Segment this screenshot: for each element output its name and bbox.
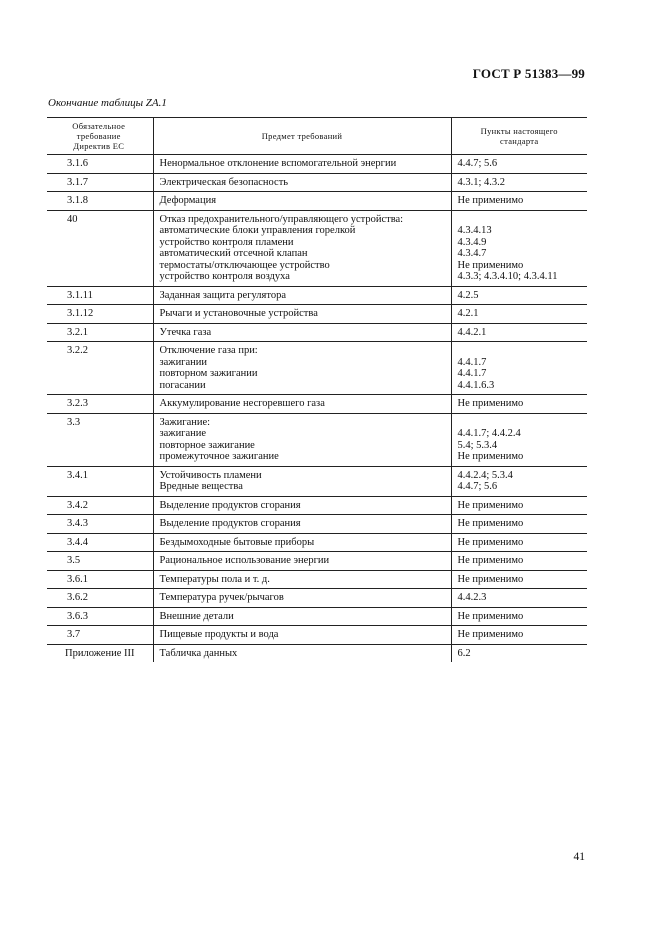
- eu-requirement-cell: 3.4.4: [47, 533, 153, 552]
- eu-requirement-cell: 3.4.2: [47, 496, 153, 515]
- subject-cell: [153, 173, 451, 192]
- subject-line: зажигание: [159, 428, 207, 439]
- subject-line: Бездымоходные бытовые приборы: [159, 536, 315, 548]
- subject-line: Утечка газа: [159, 326, 212, 338]
- clauses-cell: [451, 413, 587, 466]
- subject-line: Рычаги и установочные устройства: [159, 308, 318, 319]
- clause-line: Не применимо: [457, 555, 524, 566]
- header-line: стандарта: [500, 136, 539, 146]
- subject-cell: [153, 210, 451, 286]
- clause-line: Не применимо: [457, 518, 524, 529]
- table-row: [47, 173, 587, 192]
- clause-line: 4.3.4.13: [457, 225, 492, 236]
- clause-line: 4.3.3; 4.3.4.10; 4.3.4.11: [457, 271, 558, 282]
- eu-requirement-cell: 3.2.3: [47, 395, 153, 414]
- subject-line: Выделение продуктов сгорания: [159, 518, 301, 529]
- subject-cell: [153, 323, 451, 342]
- eu-requirement-cell: 3.1.12: [47, 305, 153, 324]
- subject-cell: [153, 570, 451, 589]
- clauses-cell: [451, 607, 587, 626]
- header-eu-requirement: [47, 118, 153, 155]
- subject-line: Аккумулирование несгоревшего газа: [159, 398, 325, 409]
- clause-line: Не применимо: [457, 536, 524, 548]
- subject-line: Зажигание:: [159, 416, 211, 428]
- clause-line: Не применимо: [457, 610, 524, 622]
- clause-line: 4.4.1.7: [457, 356, 487, 368]
- subject-cell: [153, 626, 451, 645]
- clause-line: [458, 214, 582, 226]
- clause-line: 4.4.7; 5.6: [457, 481, 498, 492]
- clause-line: 4.4.1.6.3: [457, 379, 495, 391]
- clause-line: 4.2.1: [457, 308, 479, 319]
- eu-requirement-cell: Приложение III: [47, 644, 153, 662]
- eu-requirement-cell: 3.6.1: [47, 570, 153, 589]
- table-row: [47, 155, 587, 174]
- clause-line: 4.3.4.7: [457, 248, 487, 259]
- clause-line: Не применимо: [457, 451, 524, 462]
- clause-line: 4.4.2.3: [457, 592, 487, 603]
- header-line: Директив ЕС: [73, 141, 125, 151]
- table-row: [47, 323, 587, 342]
- table-row: [47, 533, 587, 552]
- clause-line: 4.4.2.4; 5.3.4: [457, 469, 513, 481]
- eu-requirement-cell: 3.7: [47, 626, 153, 645]
- table-row: [47, 552, 587, 571]
- subject-line: повторное зажигание: [159, 439, 255, 451]
- eu-requirement-cell: 3.2.1: [47, 323, 153, 342]
- subject-line: Заданная защита регулятора: [159, 289, 286, 301]
- subject-line: Температуры пола и т. д.: [159, 573, 270, 585]
- subject-cell: [153, 644, 451, 662]
- clauses-cell: [451, 210, 587, 286]
- header-standard-clauses: [451, 118, 587, 155]
- clause-line: Не применимо: [457, 573, 524, 585]
- subject-cell: [153, 533, 451, 552]
- subject-line: Пищевые продукты и вода: [159, 629, 279, 640]
- clauses-cell: [451, 570, 587, 589]
- subject-line: автоматический отсечной клапан: [159, 248, 308, 259]
- table-row: [47, 607, 587, 626]
- eu-requirement-cell: 3.4.1: [47, 466, 153, 496]
- clauses-cell: [451, 342, 587, 395]
- table-row: [47, 466, 587, 496]
- subject-line: Вредные вещества: [159, 481, 243, 492]
- table-row: [47, 626, 587, 645]
- eu-requirement-cell: 3.1.8: [47, 192, 153, 211]
- clause-line: 4.3.4.9: [457, 236, 487, 248]
- clauses-cell: [451, 395, 587, 414]
- clause-line: 4.2.5: [457, 289, 479, 301]
- header-line: Предмет требований: [261, 131, 343, 141]
- table-row: [47, 413, 587, 466]
- subject-line: автоматические блоки управления горелкой: [159, 225, 356, 236]
- subject-line: Внешние детали: [159, 610, 234, 622]
- subject-cell: [153, 155, 451, 174]
- eu-requirement-cell: 3.6.3: [47, 607, 153, 626]
- table-row: [47, 644, 587, 662]
- clause-line: 6.2: [457, 647, 471, 659]
- clause-line: Не применимо: [457, 398, 524, 409]
- table-row: [47, 496, 587, 515]
- clause-line: 4.3.1; 4.3.2: [457, 176, 506, 188]
- subject-cell: [153, 192, 451, 211]
- header-line: требование: [76, 131, 121, 141]
- table-row: [47, 210, 587, 286]
- subject-cell: [153, 466, 451, 496]
- subject-line: повторном зажигании: [159, 368, 258, 379]
- header-line: Пункты настоящего: [480, 126, 558, 136]
- subject-line: Электрическая безопасность: [159, 176, 289, 188]
- subject-cell: [153, 413, 451, 466]
- subject-cell: [153, 515, 451, 534]
- subject-line: погасании: [159, 379, 206, 391]
- eu-requirement-cell: 3.3: [47, 413, 153, 466]
- subject-line: Выделение продуктов сгорания: [159, 499, 301, 511]
- subject-cell: [153, 286, 451, 305]
- clause-line: 4.4.1.7: [457, 368, 487, 379]
- eu-requirement-cell: 3.1.11: [47, 286, 153, 305]
- clauses-cell: [451, 533, 587, 552]
- table-row: [47, 192, 587, 211]
- clauses-cell: [451, 173, 587, 192]
- document-code: ГОСТ Р 51383—99: [472, 66, 585, 81]
- subject-cell: [153, 342, 451, 395]
- clauses-cell: [451, 323, 587, 342]
- clause-line: Не применимо: [457, 499, 524, 511]
- eu-requirement-cell: 3.4.3: [47, 515, 153, 534]
- subject-cell: [153, 552, 451, 571]
- subject-cell: [153, 607, 451, 626]
- eu-requirement-cell: 3.2.2: [47, 342, 153, 395]
- subject-line: Табличка данных: [159, 647, 238, 659]
- clauses-cell: [451, 626, 587, 645]
- table-row: [47, 589, 587, 608]
- subject-line: Ненормальное отклонение вспомогательной энергии: [159, 158, 397, 169]
- clauses-cell: [451, 552, 587, 571]
- clause-line: 5.4; 5.3.4: [457, 439, 498, 451]
- requirements-table: [47, 117, 587, 662]
- clauses-cell: [451, 589, 587, 608]
- clause-line: 4.4.2.1: [457, 326, 487, 338]
- subject-line: устройство контроля пламени: [159, 236, 294, 248]
- clause-line: [458, 417, 582, 429]
- eu-requirement-cell: 3.5: [47, 552, 153, 571]
- subject-cell: [153, 589, 451, 608]
- subject-cell: [153, 496, 451, 515]
- clauses-cell: [451, 305, 587, 324]
- subject-line: устройство контроля воздуха: [159, 271, 290, 282]
- subject-line: Отказ предохранительного/управляющего устройства:: [159, 213, 404, 225]
- page-number: 41: [573, 851, 585, 863]
- subject-line: промежуточное зажигание: [159, 451, 279, 462]
- subject-cell: [153, 395, 451, 414]
- eu-requirement-cell: 3.6.2: [47, 589, 153, 608]
- header-line: Обязательное: [72, 121, 126, 131]
- header-subject: [153, 118, 451, 155]
- clauses-cell: [451, 515, 587, 534]
- clause-line: Не применимо: [457, 629, 524, 640]
- clauses-cell: [451, 155, 587, 174]
- clause-line: Не применимо: [457, 195, 524, 206]
- subject-line: Рациональное использование энергии: [159, 555, 330, 566]
- clause-line: Не применимо: [457, 259, 524, 271]
- subject-line: термостаты/отключающее устройство: [159, 259, 330, 271]
- clause-line: [458, 345, 582, 357]
- table-row: [47, 395, 587, 414]
- table-row: [47, 570, 587, 589]
- table-row: [47, 286, 587, 305]
- clauses-cell: [451, 466, 587, 496]
- eu-requirement-cell: 40: [47, 210, 153, 286]
- table-row: [47, 305, 587, 324]
- clause-line: 4.4.7; 5.6: [457, 158, 498, 169]
- clauses-cell: [451, 286, 587, 305]
- subject-line: Деформация: [159, 195, 217, 206]
- subject-line: зажигании: [159, 356, 208, 368]
- subject-line: Температура ручек/рычагов: [159, 592, 284, 603]
- table-caption: Окончание таблицы ZA.1: [48, 97, 167, 109]
- eu-requirement-cell: 3.1.6: [47, 155, 153, 174]
- subject-cell: [153, 305, 451, 324]
- subject-line: Отключение газа при:: [159, 345, 258, 356]
- eu-requirement-cell: 3.1.7: [47, 173, 153, 192]
- subject-line: Устойчивость пламени: [159, 469, 262, 481]
- clauses-cell: [451, 644, 587, 662]
- table-row: [47, 342, 587, 395]
- clause-line: 4.4.1.7; 4.4.2.4: [457, 428, 521, 439]
- table-header-row: [47, 118, 587, 155]
- clauses-cell: [451, 192, 587, 211]
- table-row: [47, 515, 587, 534]
- clauses-cell: [451, 496, 587, 515]
